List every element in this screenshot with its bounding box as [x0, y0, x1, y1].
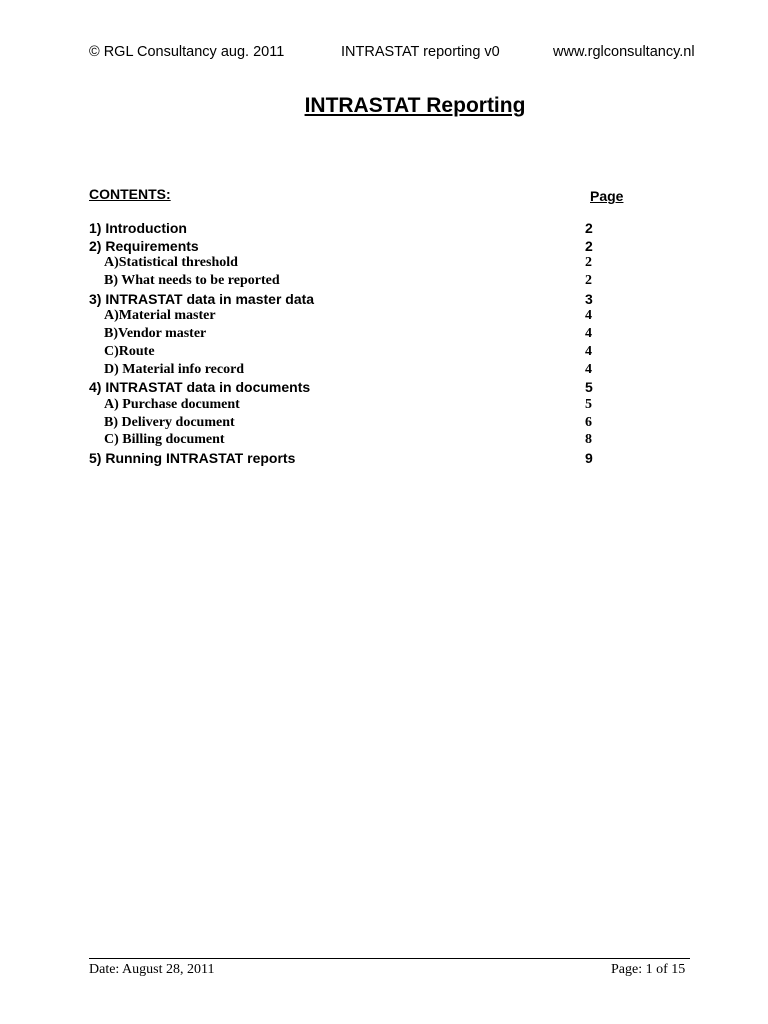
footer-divider — [89, 958, 690, 959]
toc-entry — [0, 397, 768, 415]
toc-entry-page: 3 — [585, 290, 593, 307]
toc-entry-page: 4 — [585, 343, 592, 359]
toc-entry-title: A) Purchase document — [104, 396, 240, 412]
toc-entry — [0, 308, 768, 326]
toc-entry-title: C) Billing document — [104, 432, 225, 448]
toc-entry — [0, 450, 768, 468]
header-website: www.rglconsultancy.nl — [553, 44, 695, 60]
toc-entry — [0, 255, 768, 273]
toc-entry-page: 5 — [585, 396, 592, 412]
toc-entry-title: 4) INTRASTAT data in documents — [89, 379, 311, 396]
toc-entry — [0, 362, 768, 380]
toc-entry — [0, 238, 768, 256]
table-of-contents — [0, 220, 768, 468]
toc-entry-title: B) What needs to be reported — [104, 273, 280, 289]
toc-entry-page: 2 — [585, 255, 592, 271]
toc-entry-page: 2 — [585, 237, 593, 254]
toc-entry-page: 8 — [585, 432, 592, 448]
toc-entry-page: 4 — [585, 308, 592, 324]
toc-entry-title: A)Material master — [104, 308, 216, 324]
toc-entry — [0, 379, 768, 397]
toc-entry — [0, 220, 768, 238]
toc-entry-page: 5 — [585, 379, 593, 396]
toc-entry — [0, 432, 768, 450]
header-copyright: © RGL Consultancy aug. 2011 — [89, 44, 285, 60]
toc-entry-title: D) Material info record — [104, 361, 245, 377]
toc-entry-page: 6 — [585, 414, 592, 430]
footer-date: Date: August 28, 2011 — [89, 962, 215, 977]
toc-entry — [0, 344, 768, 362]
document-title: INTRASTAT Reporting — [304, 94, 526, 117]
toc-entry — [0, 326, 768, 344]
footer-page-number: Page: 1 of 15 — [611, 962, 686, 977]
page-column-heading: Page — [590, 188, 624, 204]
toc-entry-title: B)Vendor master — [104, 326, 207, 342]
toc-entry-page: 2 — [585, 220, 593, 236]
toc-entry-page: 9 — [585, 449, 593, 466]
toc-entry-title: C)Route — [104, 343, 155, 359]
toc-entry — [0, 415, 768, 433]
toc-entry-title: 3) INTRASTAT data in master data — [89, 290, 315, 307]
page-header — [0, 44, 768, 64]
toc-entry — [0, 273, 768, 291]
toc-entry-title: B) Delivery document — [104, 414, 235, 430]
contents-heading: CONTENTS: — [89, 186, 171, 202]
toc-entry-title: 2) Requirements — [89, 237, 199, 254]
toc-entry-title: 1) Introduction — [89, 220, 187, 236]
toc-entry-title: A)Statistical threshold — [104, 255, 238, 271]
toc-entry-page: 2 — [585, 273, 592, 289]
toc-entry-page: 4 — [585, 361, 592, 377]
header-doc-version: INTRASTAT reporting v0 — [341, 44, 500, 60]
toc-entry-page: 4 — [585, 326, 592, 342]
toc-entry-title: 5) Running INTRASTAT reports — [89, 449, 296, 466]
toc-entry — [0, 291, 768, 309]
